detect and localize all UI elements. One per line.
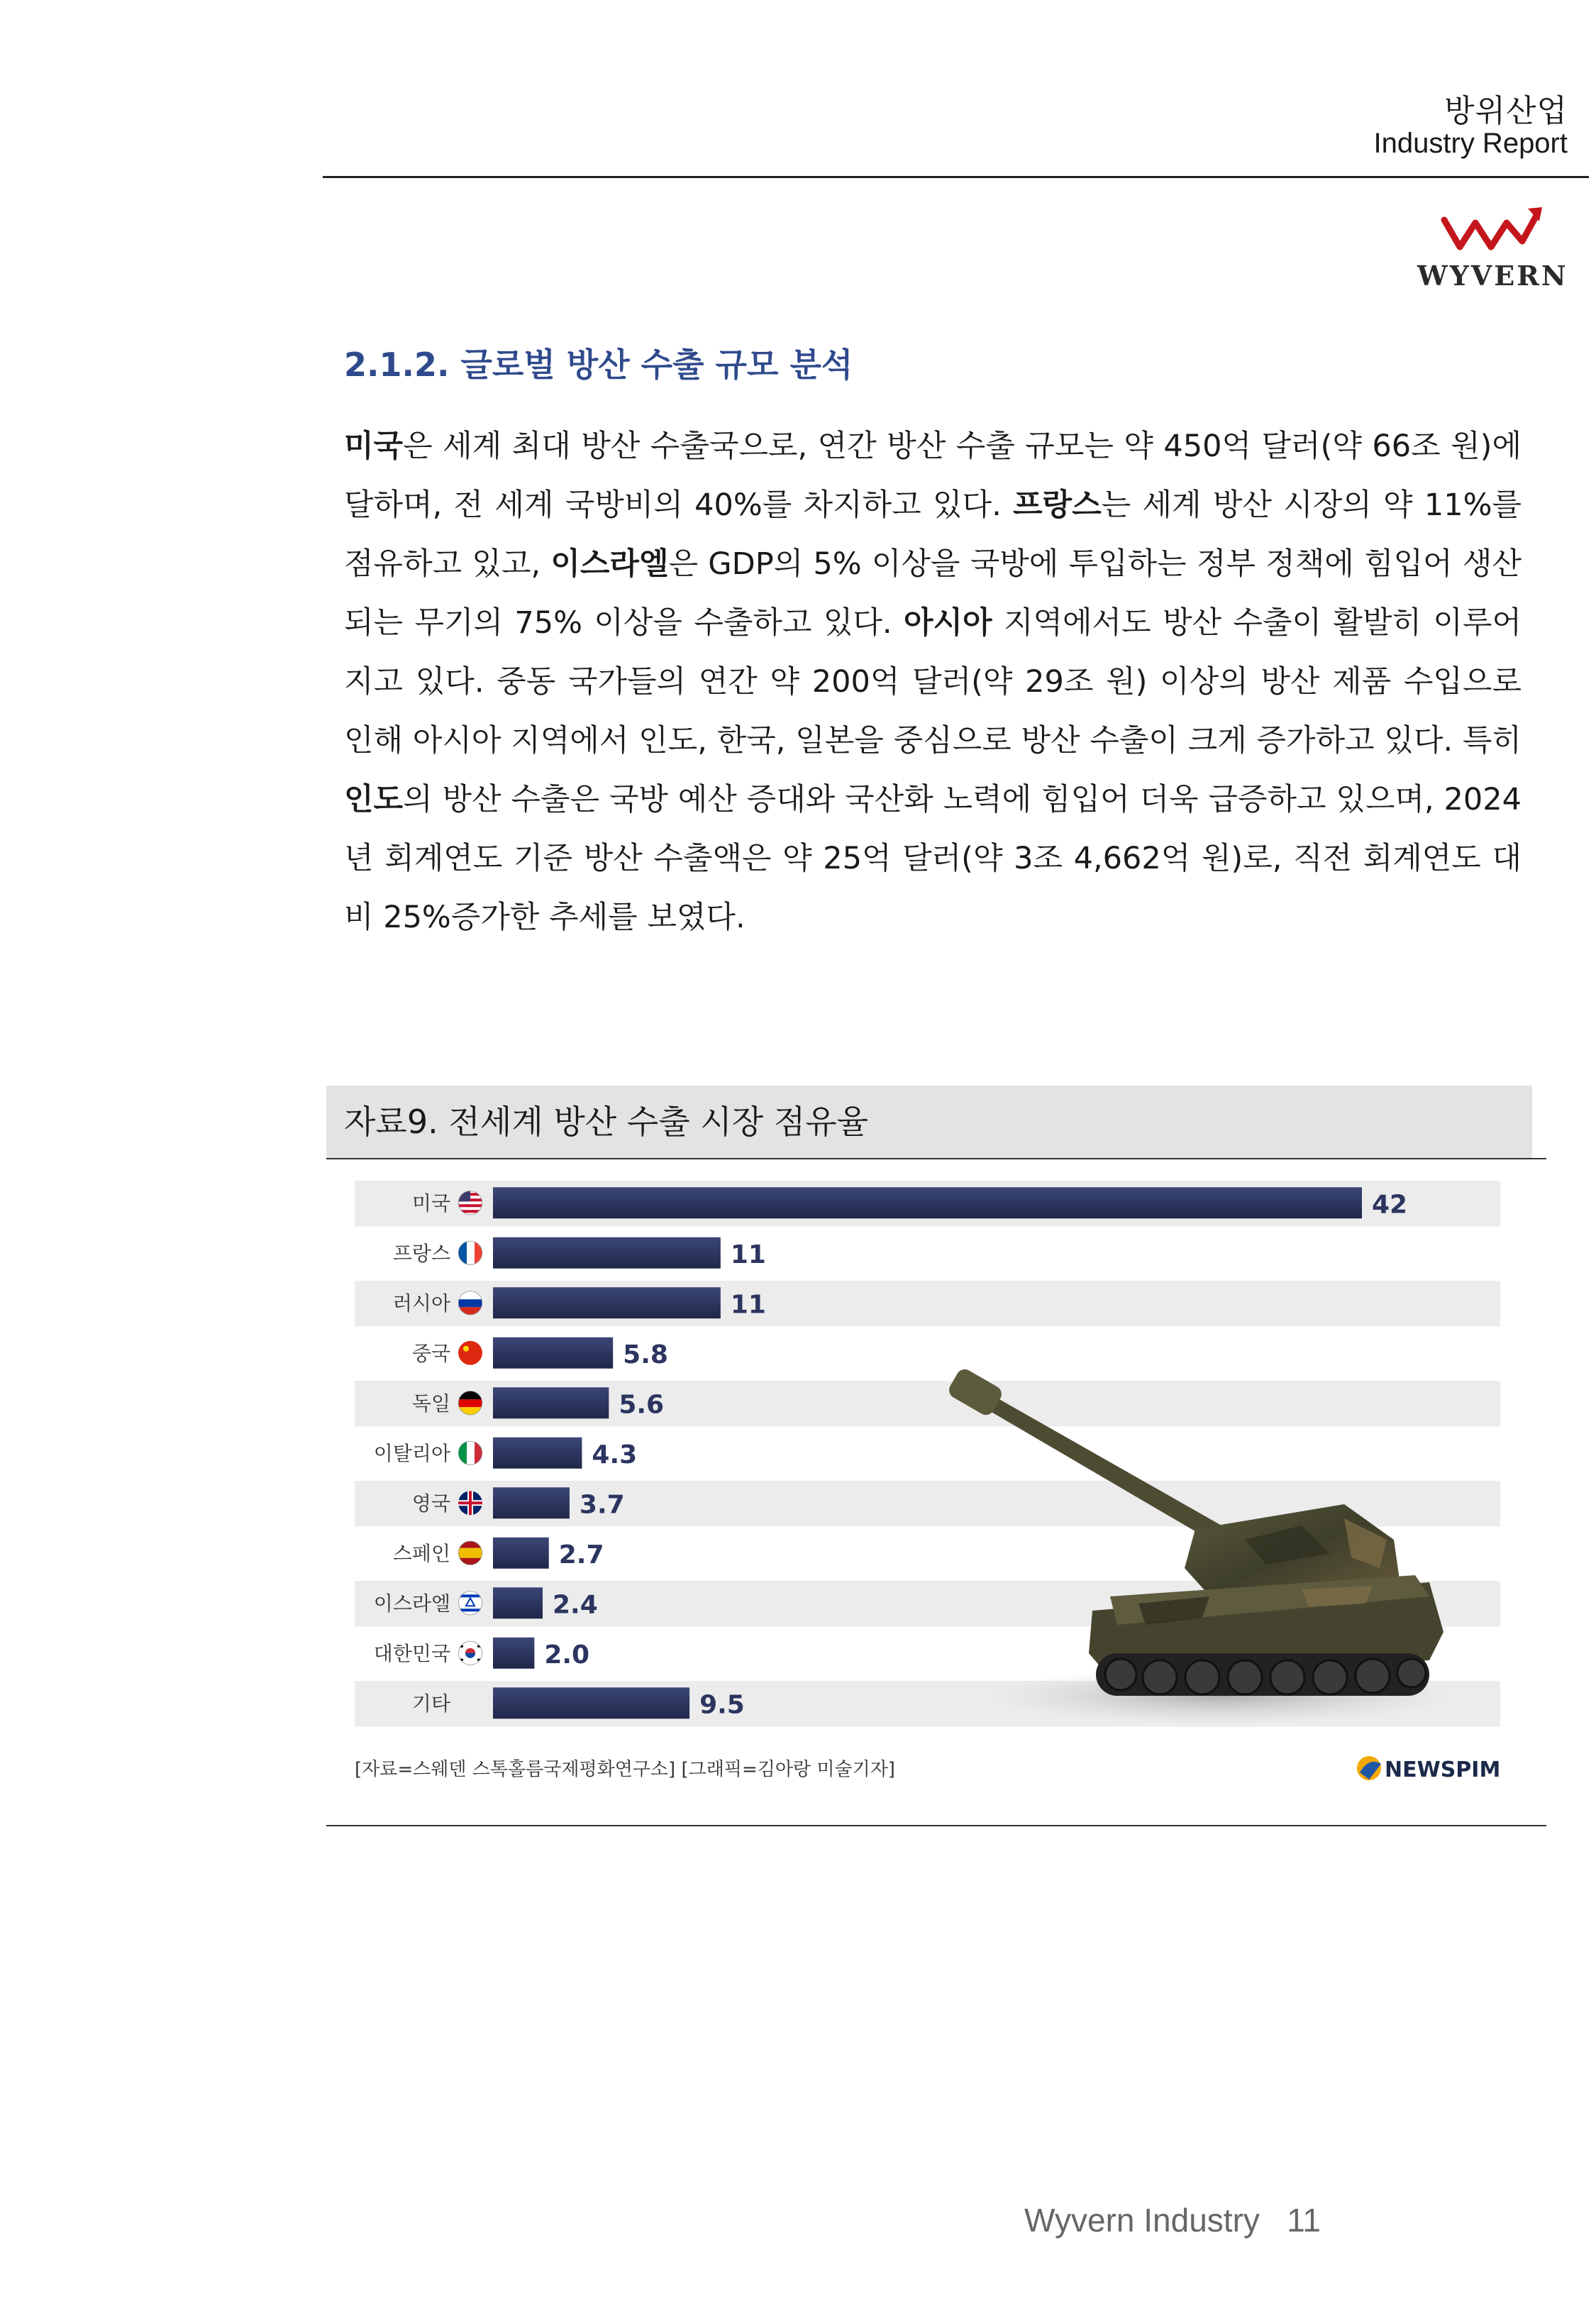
page-number: 11 [1287,2202,1321,2239]
chart-bar [493,1687,689,1719]
chart-value-label: 3.7 [579,1490,625,1520]
chart-value-label: 2.0 [544,1640,590,1670]
footer-brand: Wyvern Industry [1024,2202,1260,2239]
china-flag-icon [458,1341,482,1365]
body-paragraph [344,417,1522,947]
chart-value-label: 2.4 [553,1590,598,1620]
chart-value-label: 11 [730,1240,766,1269]
wyvern-logo [1417,206,1566,305]
chart-category-label: 미국 [411,1191,450,1215]
chart-category-label: 러시아 [392,1291,450,1315]
header-divider [323,176,1589,178]
body-text-run: 지역에서도 방산 수출이 활발히 이루어지고 있다. 중동 국가들의 연간 약 200억 달러(약 29조 원) 이상의 방산 제품 수입으로 인해 아시아 지역에서 인도, 한국, 일본을 중심으로 방산 수출이 크게 증가하고 있다. 특히 [344,605,1522,758]
chart-bar [493,1587,543,1618]
market-share-chart [323,1171,1529,1802]
chart-bar [493,1337,613,1369]
body-text-run: 는 세계 방산 시장의 약 11%를 점유하고 있고, [344,487,1522,582]
chart-bar [493,1387,609,1418]
body-text-run: 은 GDP의 5% 이상을 국방에 투입하는 정부 정책에 힘입어 생산되는 무기의 75% 이상을 수출하고 있다. [344,546,1522,641]
chart-bar [493,1287,721,1318]
chart-category-label: 중국 [411,1341,450,1365]
chart-category-label: 기타 [411,1692,450,1716]
newspim-brand: NEWSPIM [1385,1758,1501,1782]
body-text-run: 의 방산 수출은 국방 예산 증대와 국산화 노력에 힘입어 더욱 급증하고 있으며, 2024년 회계연도 기준 방산 수출액은 약 25억 달러(약 3조 4,662억 원)로, 직전 회계연도 대비 25%증가한 추세를 보였다. [344,782,1522,935]
chart-bar [493,1438,582,1469]
section-title: 2.1.2. 글로벌 방산 수출 규모 분석 [344,346,853,384]
report-subtitle: Industry Report [1373,128,1568,159]
wyvern-logo-text: WYVERN [1417,260,1568,292]
us-flag-icon [458,1191,482,1215]
chart-source-note: [자료=스웨덴 스톡홀름국제평화연구소] [그래픽=김아랑 미술기자] [355,1759,895,1780]
chart-value-label: 2.7 [558,1540,604,1569]
chart-category-label: 이스라엘 [373,1591,450,1616]
emphasis-term: 미국 [344,429,404,464]
chart-bar [493,1187,1362,1218]
chart-category-label: 대한민국 [373,1641,450,1665]
emphasis-term: 인도 [344,782,404,817]
chart-category-label: 독일 [411,1391,450,1416]
chart-value-label: 4.3 [592,1440,638,1469]
wyvern-logo-mark-icon [1439,206,1545,257]
chart-bar [493,1538,549,1569]
emphasis-term: 아시아 [903,605,992,641]
uk-flag-icon [458,1491,482,1515]
emphasis-term: 이스라엘 [550,546,669,582]
chart-category-label: 이탈리아 [373,1441,450,1465]
russia-flag-icon [458,1291,482,1315]
italy-flag-icon [458,1441,482,1465]
chart-bar [493,1487,570,1518]
chart-category-label: 스페인 [392,1541,450,1565]
korea-flag-icon [458,1641,482,1665]
page-footer [1024,2201,1321,2239]
germany-flag-icon [458,1391,482,1415]
france-flag-icon [458,1241,482,1265]
figure-divider-bottom [326,1825,1546,1826]
chart-value-label: 5.6 [619,1390,665,1420]
spain-flag-icon [458,1541,482,1565]
chart-category-label: 프랑스 [392,1241,450,1265]
chart-svg [323,1171,1529,1802]
chart-value-label: 11 [730,1290,766,1320]
israel-flag-icon [458,1591,482,1615]
report-category: 방위산업 [1443,93,1568,129]
figure-caption: 자료9. 전세계 방산 수출 시장 점유율 [344,1103,869,1141]
chart-value-label: 9.5 [699,1690,745,1720]
chart-category-label: 영국 [411,1491,450,1516]
body-text-run: 은 세계 최대 방산 수출국으로, 연간 방산 수출 규모는 약 450억 달러(약 66조 원)에 달하며, 전 세계 국방비의 40%를 차지하고 있다. [344,429,1522,523]
chart-value-label: 5.8 [623,1340,668,1369]
chart-value-label: 42 [1372,1190,1408,1220]
newspim-logo [1357,1756,1500,1782]
emphasis-term: 프랑스 [1013,487,1102,523]
figure-divider-top [326,1158,1546,1159]
chart-bar [493,1638,534,1669]
chart-bar [493,1237,721,1269]
